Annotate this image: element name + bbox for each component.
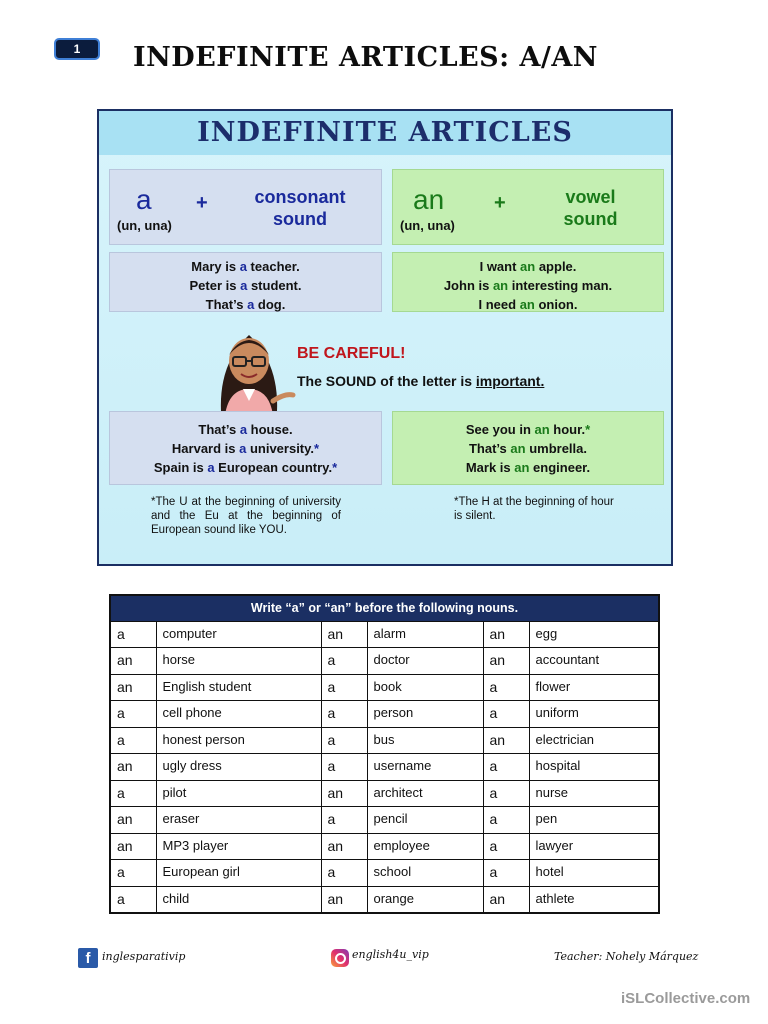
examples-an-box <box>392 252 664 312</box>
examples-an-list <box>393 257 663 314</box>
examples-a-box <box>109 252 382 312</box>
rule-line: consonant <box>254 187 346 207</box>
rule-line: sound <box>563 209 618 229</box>
example-line: John is an interesting man. <box>443 278 613 293</box>
noun-cell: nurse <box>529 780 659 807</box>
noun-cell: child <box>156 886 321 913</box>
careful-title: BE CAREFUL! <box>297 345 406 362</box>
noun-cell: electrician <box>529 727 659 754</box>
table-row <box>110 701 659 728</box>
answer-cell[interactable]: an <box>110 674 156 701</box>
special-an-list <box>393 420 663 477</box>
table-row <box>110 886 659 913</box>
answer-cell[interactable]: an <box>483 648 529 675</box>
noun-cell: username <box>367 754 483 781</box>
noun-cell: employee <box>367 833 483 860</box>
answer-cell[interactable]: a <box>110 886 156 913</box>
examples-a-list <box>110 257 381 314</box>
article-a: a <box>136 184 152 215</box>
table-row <box>110 807 659 834</box>
instagram-icon <box>331 949 349 967</box>
answer-cell[interactable]: a <box>110 701 156 728</box>
noun-cell: school <box>367 860 483 887</box>
exercise-table <box>109 594 660 914</box>
noun-cell: eraser <box>156 807 321 834</box>
facebook-handle[interactable]: inglesparativip <box>102 950 186 963</box>
card-title: INDEFINITE ARTICLES <box>197 117 573 148</box>
answer-cell[interactable]: an <box>110 807 156 834</box>
noun-cell: orange <box>367 886 483 913</box>
example-line: That’s an umbrella. <box>468 441 587 456</box>
answer-cell[interactable]: an <box>321 780 367 807</box>
noun-cell: flower <box>529 674 659 701</box>
article-an: an <box>413 184 445 215</box>
noun-cell: computer <box>156 621 321 648</box>
rule-text <box>543 186 638 230</box>
rule-line: vowel <box>565 187 616 207</box>
noun-cell: pilot <box>156 780 321 807</box>
answer-cell[interactable]: a <box>483 860 529 887</box>
answer-cell[interactable]: a <box>110 780 156 807</box>
answer-cell[interactable]: a <box>321 860 367 887</box>
teacher-name: Teacher: Nohely Márquez <box>554 950 699 963</box>
noun-cell: athlete <box>529 886 659 913</box>
noun-cell: MP3 player <box>156 833 321 860</box>
table-row <box>110 754 659 781</box>
noun-cell: person <box>367 701 483 728</box>
note-a: *The U at the beginning of university and the Eu at the beginning of European sound like YOU. <box>151 496 341 536</box>
noun-cell: horse <box>156 648 321 675</box>
answer-cell[interactable]: a <box>483 701 529 728</box>
rule-a-box <box>109 169 382 245</box>
noun-cell: architect <box>367 780 483 807</box>
exercise-body <box>110 621 659 913</box>
plus-sign: + <box>196 192 208 214</box>
noun-cell: cell phone <box>156 701 321 728</box>
translation: (un, una) <box>400 218 455 233</box>
answer-cell[interactable]: a <box>321 674 367 701</box>
facebook-icon: f <box>78 948 98 968</box>
translation: (un, una) <box>117 218 172 233</box>
answer-cell[interactable]: a <box>321 648 367 675</box>
example-line: I want an apple. <box>479 259 577 274</box>
example-line: I need an onion. <box>478 297 578 312</box>
answer-cell[interactable]: a <box>483 833 529 860</box>
table-row <box>110 780 659 807</box>
example-line: Harvard is a university.* <box>171 441 320 456</box>
teacher-avatar-icon <box>199 323 299 415</box>
noun-cell: alarm <box>367 621 483 648</box>
answer-cell[interactable]: an <box>321 833 367 860</box>
rule-line: sound <box>273 209 327 229</box>
answer-cell[interactable]: a <box>321 754 367 781</box>
noun-cell: hospital <box>529 754 659 781</box>
careful-text: The SOUND of the letter is important. <box>297 373 545 389</box>
answer-cell[interactable]: an <box>321 621 367 648</box>
noun-cell: pencil <box>367 807 483 834</box>
rule-an-box <box>392 169 664 245</box>
noun-cell: honest person <box>156 727 321 754</box>
answer-cell[interactable]: an <box>110 754 156 781</box>
answer-cell[interactable]: an <box>483 727 529 754</box>
example-line: Mark is an engineer. <box>465 460 591 475</box>
answer-cell[interactable]: an <box>110 833 156 860</box>
instagram-handle[interactable]: english4u_vip <box>352 948 429 961</box>
example-line: Spain is a European country.* <box>153 460 338 475</box>
example-line: That’s a dog. <box>205 297 286 312</box>
answer-cell[interactable]: an <box>321 886 367 913</box>
special-a-list <box>110 420 381 477</box>
answer-cell[interactable]: a <box>483 807 529 834</box>
page-title: INDEFINITE ARTICLES: A/AN <box>133 42 598 73</box>
answer-cell[interactable]: a <box>483 674 529 701</box>
answer-cell[interactable]: a <box>110 621 156 648</box>
noun-cell: hotel <box>529 860 659 887</box>
table-row <box>110 860 659 887</box>
noun-cell: doctor <box>367 648 483 675</box>
note-an: *The H at the beginning of hour is silent. <box>454 496 614 522</box>
noun-cell: book <box>367 674 483 701</box>
table-row <box>110 621 659 648</box>
table-row <box>110 674 659 701</box>
answer-cell[interactable]: a <box>110 727 156 754</box>
table-row <box>110 648 659 675</box>
page-number-badge: 1 <box>54 38 100 60</box>
answer-cell[interactable]: a <box>483 780 529 807</box>
noun-cell: English student <box>156 674 321 701</box>
noun-cell: accountant <box>529 648 659 675</box>
special-a-box <box>109 411 382 485</box>
noun-cell: lawyer <box>529 833 659 860</box>
noun-cell: European girl <box>156 860 321 887</box>
noun-cell: pen <box>529 807 659 834</box>
answer-cell[interactable]: a <box>321 807 367 834</box>
noun-cell: egg <box>529 621 659 648</box>
example-line: See you in an hour.* <box>465 422 591 437</box>
special-an-box <box>392 411 664 485</box>
watermark: iSLCollective.com <box>621 990 751 1007</box>
exercise-header: Write “a” or “an” before the following nouns. <box>110 595 659 621</box>
indefinite-articles-card <box>97 109 673 566</box>
answer-cell[interactable]: a <box>110 860 156 887</box>
noun-cell: bus <box>367 727 483 754</box>
noun-cell: ugly dress <box>156 754 321 781</box>
rule-text <box>235 186 365 230</box>
answer-cell[interactable]: an <box>483 621 529 648</box>
answer-cell[interactable]: a <box>321 727 367 754</box>
answer-cell[interactable]: an <box>483 886 529 913</box>
answer-cell[interactable]: a <box>483 754 529 781</box>
plus-sign: + <box>494 192 506 214</box>
answer-cell[interactable]: a <box>321 701 367 728</box>
noun-cell: uniform <box>529 701 659 728</box>
example-line: Mary is a teacher. <box>191 259 300 274</box>
example-line: That’s a house. <box>198 422 293 437</box>
example-line: Peter is a student. <box>189 278 302 293</box>
answer-cell[interactable]: an <box>110 648 156 675</box>
table-row <box>110 833 659 860</box>
table-row <box>110 727 659 754</box>
